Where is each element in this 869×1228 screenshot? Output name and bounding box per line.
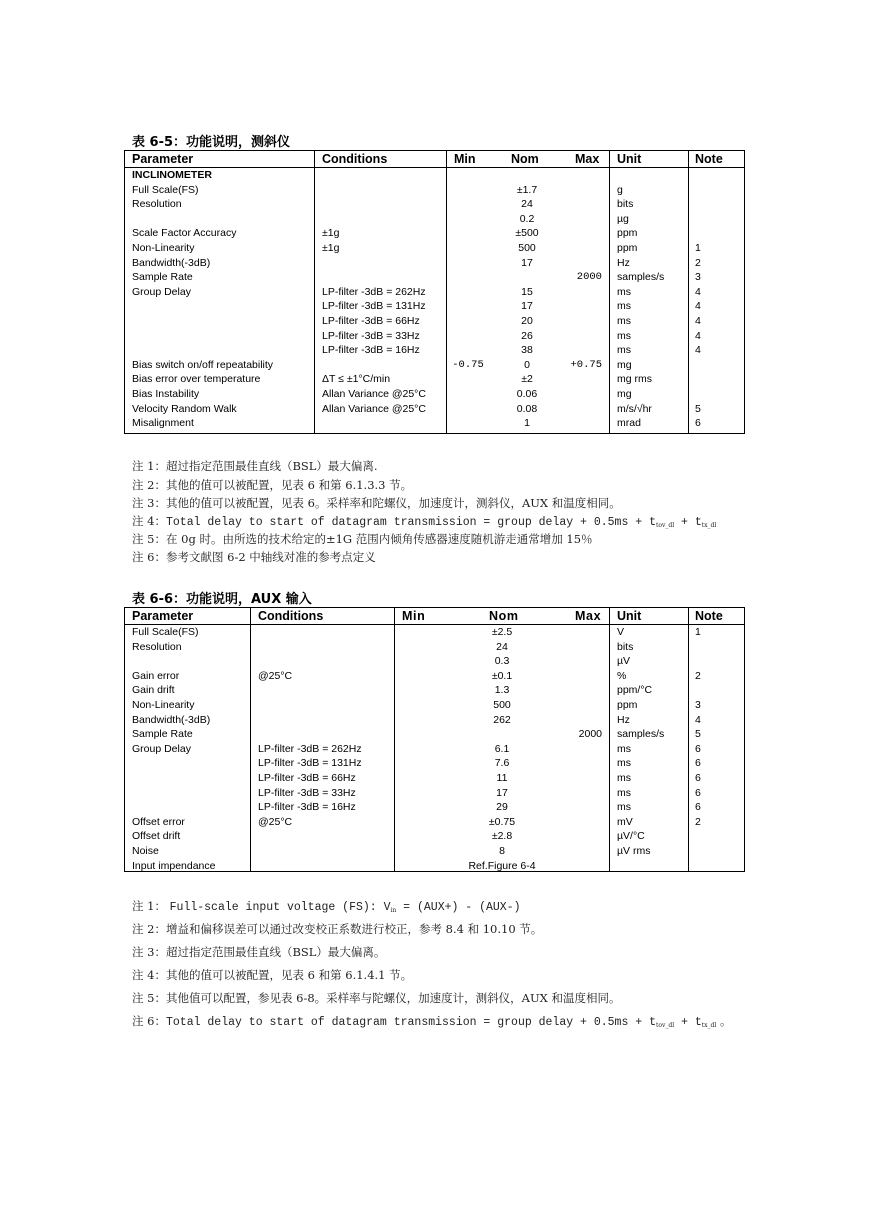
cell-unit: ms	[617, 772, 631, 784]
table1-note-2: 注 2：其他的值可以被配置，见表 6 和第 6.1.3.3 节。	[132, 478, 413, 492]
table2-note-4: 注 4：其他的值可以被配置，见表 6 和第 6.1.4.1 节。	[132, 968, 413, 982]
cell-max: 2000	[578, 728, 602, 741]
cell-parameter: Bias switch on/off repeatability	[132, 358, 274, 371]
table2-body	[125, 625, 744, 871]
table2-note-6-prefix: 注 6：	[132, 1014, 166, 1028]
table-row	[125, 285, 744, 300]
table-row	[125, 698, 744, 713]
cell-parameter: Full Scale(FS)	[132, 183, 199, 196]
cell-min: -0.75	[452, 358, 484, 371]
table1-note-4-sub1: tov_dl	[655, 522, 675, 529]
cell-note: 3	[695, 699, 701, 711]
table-row	[125, 844, 744, 859]
table-row	[125, 197, 744, 212]
cell-parameter: Misalignment	[132, 417, 194, 430]
cell-unit: bits	[617, 640, 634, 653]
table-row	[125, 829, 744, 844]
table-row	[125, 358, 744, 373]
cell-nom: ±2	[521, 373, 533, 386]
cell-parameter: Bandwidth(-3dB)	[132, 713, 211, 726]
table-row	[125, 683, 744, 698]
cell-parameter: Bias Instability	[132, 388, 200, 400]
cell-conditions: LP-filter -3dB = 33Hz	[322, 329, 420, 342]
table-row	[125, 742, 744, 757]
cell-conditions: LP-filter -3dB = 66Hz	[322, 315, 420, 327]
cell-note: 4	[695, 329, 701, 342]
cell-parameter: Bias error over temperature	[132, 373, 261, 386]
cell-nom: 11	[496, 772, 508, 784]
table-row	[125, 168, 744, 183]
cell-conditions: @25°C	[258, 815, 293, 828]
table2-note-1-text: Full-scale input voltage (FS): V	[169, 901, 391, 914]
table1-header-nom: Nom	[511, 152, 539, 166]
table2-header-row	[125, 608, 744, 625]
table1-note-1: 注 1：超过指定范围最佳直线（BSL）最大偏离.	[132, 459, 378, 473]
cell-nom: ±2.8	[491, 830, 513, 843]
cell-nom: 0.06	[516, 388, 538, 400]
cell-conditions: ±1g	[322, 242, 340, 254]
cell-parameter: Resolution	[132, 640, 182, 653]
table1-header-parameter: Parameter	[132, 152, 194, 166]
table2-header-note: Note	[695, 609, 723, 623]
table2-note-3: 注 3：超过指定范围最佳直线（BSL）最大偏离。	[132, 945, 386, 959]
table2-note-6-sub2: tx_dl	[701, 1022, 717, 1029]
cell-nom: 20	[521, 315, 533, 327]
table-row	[125, 669, 744, 684]
table1-header-row	[125, 151, 744, 168]
table2-note-6-plus: + t	[674, 1016, 702, 1029]
table-row	[125, 815, 744, 830]
cell-unit: ms	[617, 786, 631, 799]
cell-unit: µV	[617, 655, 631, 668]
cell-unit: samples/s	[617, 271, 665, 284]
cell-conditions: LP-filter -3dB = 262Hz	[322, 285, 426, 298]
cell-nom: 29	[496, 801, 508, 814]
cell-unit: ppm	[617, 242, 638, 254]
table2-note-6-sub1: tov_dl	[655, 1022, 675, 1029]
cell-parameter: Noise	[132, 845, 159, 857]
cell-unit: %	[617, 669, 627, 682]
table1-caption	[132, 131, 290, 150]
cell-unit: ppm/°C	[617, 684, 653, 697]
cell-unit: µV rms	[617, 845, 651, 857]
table2-header-parameter: Parameter	[132, 609, 194, 623]
table2-header-min: Min	[402, 609, 426, 623]
cell-unit: mrad	[617, 417, 641, 430]
cell-unit: ms	[617, 344, 631, 357]
table2-caption-text: ：功能说明，AUX 输入	[173, 592, 312, 607]
table-row	[125, 713, 744, 728]
table2-caption-number: 表 6-6	[132, 592, 174, 607]
table-row	[125, 270, 744, 285]
cell-note: 2	[695, 256, 701, 269]
cell-unit: samples/s	[617, 728, 665, 741]
cell-nom: 17	[521, 300, 533, 313]
table1-header-unit: Unit	[617, 152, 642, 166]
table1-caption-text: ：功能说明，测斜仪	[173, 135, 291, 150]
table-row	[125, 756, 744, 771]
table1	[124, 150, 745, 434]
cell-nom: 17	[521, 256, 533, 269]
table-row	[125, 800, 744, 815]
cell-conditions: LP-filter -3dB = 16Hz	[322, 344, 420, 357]
cell-parameter: Velocity Random Walk	[132, 402, 237, 415]
cell-unit: ms	[617, 329, 631, 342]
cell-max: +0.75	[570, 358, 602, 371]
table-row	[125, 640, 744, 655]
cell-conditions: LP-filter -3dB = 16Hz	[258, 801, 356, 814]
cell-unit: ms	[617, 742, 631, 755]
table-row	[125, 859, 744, 874]
table2-note-2: 注 2：增益和偏移误差可以通过改变校正系数进行校正，参考 8.4 和 10.10 节。	[132, 922, 543, 936]
cell-parameter: Full Scale(FS)	[132, 626, 199, 638]
cell-note: 4	[695, 344, 701, 357]
cell-conditions: Allan Variance @25°C	[322, 388, 426, 400]
cell-unit: ms	[617, 285, 631, 298]
table2-note-1-rest: = (AUX+) - (AUX-)	[396, 901, 521, 914]
table1-note-4-plus: + t	[674, 516, 702, 529]
table1-header-conditions: Conditions	[322, 152, 388, 166]
cell-nom: 1.3	[494, 684, 510, 697]
cell-unit: mg	[617, 388, 632, 400]
table1-header-min: Min	[454, 152, 476, 166]
table1-header-note: Note	[695, 152, 723, 166]
cell-unit: µV/°C	[617, 830, 645, 843]
cell-unit: mg	[617, 358, 632, 371]
table1-note-4-sub2: tx_dl	[701, 522, 717, 529]
cell-note: 2	[695, 815, 701, 828]
table1-note-4-text: Total delay to start of datagram transmission = group delay + 0.5ms + t	[165, 516, 656, 529]
cell-note: 6	[695, 742, 701, 755]
cell-conditions: LP-filter -3dB = 262Hz	[258, 742, 362, 755]
cell-unit: ms	[617, 300, 631, 313]
table2-note-6	[132, 1013, 731, 1029]
cell-unit: mV	[617, 815, 633, 828]
table2-note-1-sub: in	[390, 907, 397, 914]
cell-parameter: Group Delay	[132, 742, 191, 755]
cell-nom: 0.08	[516, 402, 538, 415]
cell-nom: 15	[521, 285, 533, 298]
cell-note: 4	[695, 300, 701, 313]
cell-unit: ms	[617, 315, 631, 327]
table-row	[125, 299, 744, 314]
table2-header-unit: Unit	[617, 609, 642, 623]
cell-nom: 7.6	[494, 757, 510, 770]
cell-unit: g	[617, 183, 623, 196]
table-row	[125, 654, 744, 669]
table2-note-5: 注 5：其他值可以配置，参见表 6-8。采样率与陀螺仪，加速度计，测斜仪，AUX 和温度相同。	[132, 991, 621, 1005]
table2-caption	[132, 588, 312, 607]
cell-parameter: Gain error	[132, 669, 180, 682]
table1-note-4-prefix: 注 4：	[132, 514, 166, 528]
cell-conditions: LP-filter -3dB = 131Hz	[258, 757, 362, 770]
cell-parameter: Offset drift	[132, 830, 181, 843]
table-row	[125, 727, 744, 742]
cell-nom: 0	[524, 358, 530, 371]
cell-unit: mg rms	[617, 373, 652, 386]
cell-nom: 26	[521, 329, 533, 342]
cell-parameter: INCLINOMETER	[132, 169, 212, 181]
cell-parameter: Non-Linearity	[132, 699, 195, 711]
table2-note-1	[132, 898, 521, 914]
cell-parameter: Resolution	[132, 198, 182, 211]
table1-note-5: 注 5：在 0g 时。由所选的技术给定的±1G 范围内倾角传感器速度随机游走通常增加 15％	[132, 532, 593, 546]
cell-unit: ms	[617, 757, 631, 770]
cell-nom: 1	[524, 417, 530, 430]
cell-nom: ±1.7	[516, 183, 538, 196]
table2-note-1-prefix: 注 1：	[132, 899, 170, 913]
cell-note: 6	[695, 757, 701, 770]
cell-unit: bits	[617, 198, 634, 211]
cell-note: 3	[695, 271, 701, 284]
cell-parameter: Scale Factor Accuracy	[132, 227, 237, 240]
cell-nom: ±2.5	[491, 626, 513, 638]
cell-nom: 24	[521, 198, 533, 211]
table-row	[125, 786, 744, 801]
cell-nom: Ref.Figure 6-4	[468, 859, 536, 872]
table1-header-max: Max	[575, 152, 600, 166]
cell-parameter: Gain drift	[132, 684, 175, 697]
cell-note: 6	[695, 786, 701, 799]
table-row	[125, 416, 744, 431]
cell-conditions: @25°C	[258, 669, 293, 682]
table-row	[125, 183, 744, 198]
cell-note: 2	[695, 669, 701, 682]
table-row	[125, 212, 744, 227]
cell-nom: ±0.1	[491, 669, 513, 682]
cell-note: 4	[695, 713, 701, 726]
cell-unit: µg	[617, 212, 629, 225]
table-row	[125, 314, 744, 329]
cell-unit: m/s/√hr	[617, 402, 652, 415]
cell-parameter: Sample Rate	[132, 271, 193, 284]
table2-header-max: Max	[575, 609, 602, 623]
cell-note: 5	[695, 728, 701, 741]
cell-note: 1	[695, 626, 701, 638]
cell-unit: V	[617, 626, 625, 638]
table-row	[125, 372, 744, 387]
table2-header-conditions: Conditions	[258, 609, 324, 623]
cell-nom: 0.2	[519, 212, 535, 225]
cell-parameter: Bandwidth(-3dB)	[132, 256, 211, 269]
cell-unit: ppm	[617, 699, 638, 711]
cell-nom: ±500	[515, 227, 539, 240]
cell-parameter: Offset error	[132, 815, 185, 828]
cell-nom: 17	[496, 786, 508, 799]
table2-note-6-text: Total delay to start of datagram transmission = group delay + 0.5ms + t	[165, 1016, 656, 1029]
table-row	[125, 256, 744, 271]
cell-parameter: Group Delay	[132, 285, 191, 298]
cell-nom: 500	[493, 699, 511, 711]
cell-conditions: ΔT ≤ ±1°C/min	[322, 373, 391, 386]
cell-note: 4	[695, 285, 701, 298]
cell-note: 6	[695, 772, 701, 784]
cell-conditions: LP-filter -3dB = 33Hz	[258, 786, 356, 799]
table-row	[125, 343, 744, 358]
cell-nom: 262	[493, 713, 511, 726]
table1-note-3: 注 3：其他的值可以被配置，见表 6。采样率和陀螺仪，加速度计，测斜仪，AUX 和温度相同。	[132, 496, 621, 510]
table2	[124, 607, 745, 872]
cell-conditions: LP-filter -3dB = 131Hz	[322, 300, 426, 313]
cell-note: 6	[695, 417, 701, 430]
cell-unit: ms	[617, 801, 631, 814]
table-row	[125, 387, 744, 402]
table-row	[125, 329, 744, 344]
cell-parameter: Sample Rate	[132, 728, 193, 741]
cell-nom: ±0.75	[488, 815, 516, 828]
table-row	[125, 625, 744, 640]
cell-max: 2000	[576, 271, 602, 284]
table1-caption-number: 表 6-5	[132, 135, 174, 150]
cell-unit: Hz	[617, 256, 630, 269]
table-row	[125, 402, 744, 417]
cell-nom: 6.1	[494, 742, 510, 755]
table1-note-4	[132, 513, 716, 529]
cell-note: 5	[695, 402, 701, 415]
cell-conditions: LP-filter -3dB = 66Hz	[258, 772, 356, 784]
cell-unit: Hz	[617, 713, 630, 726]
cell-parameter: Non-Linearity	[132, 242, 195, 254]
cell-unit: ppm	[617, 227, 638, 240]
table1-note-6: 注 6：参考文献图 6-2 中轴线对准的参考点定义	[132, 550, 376, 564]
cell-note: 1	[695, 242, 701, 254]
cell-nom: 0.3	[494, 655, 510, 668]
cell-nom: 8	[499, 845, 505, 857]
table-row	[125, 241, 744, 256]
cell-note: 4	[695, 315, 701, 327]
cell-nom: 24	[496, 640, 508, 653]
cell-conditions: ±1g	[322, 227, 340, 240]
table2-header-nom: Nom	[489, 609, 519, 623]
table-row	[125, 226, 744, 241]
table-row	[125, 771, 744, 786]
table2-note-6-end: 。	[716, 1014, 732, 1028]
cell-conditions: Allan Variance @25°C	[322, 402, 426, 415]
cell-nom: 38	[521, 344, 533, 357]
cell-nom: 500	[518, 242, 536, 254]
table1-body	[125, 168, 744, 433]
cell-note: 6	[695, 801, 701, 814]
cell-parameter: Input impendance	[132, 859, 216, 872]
